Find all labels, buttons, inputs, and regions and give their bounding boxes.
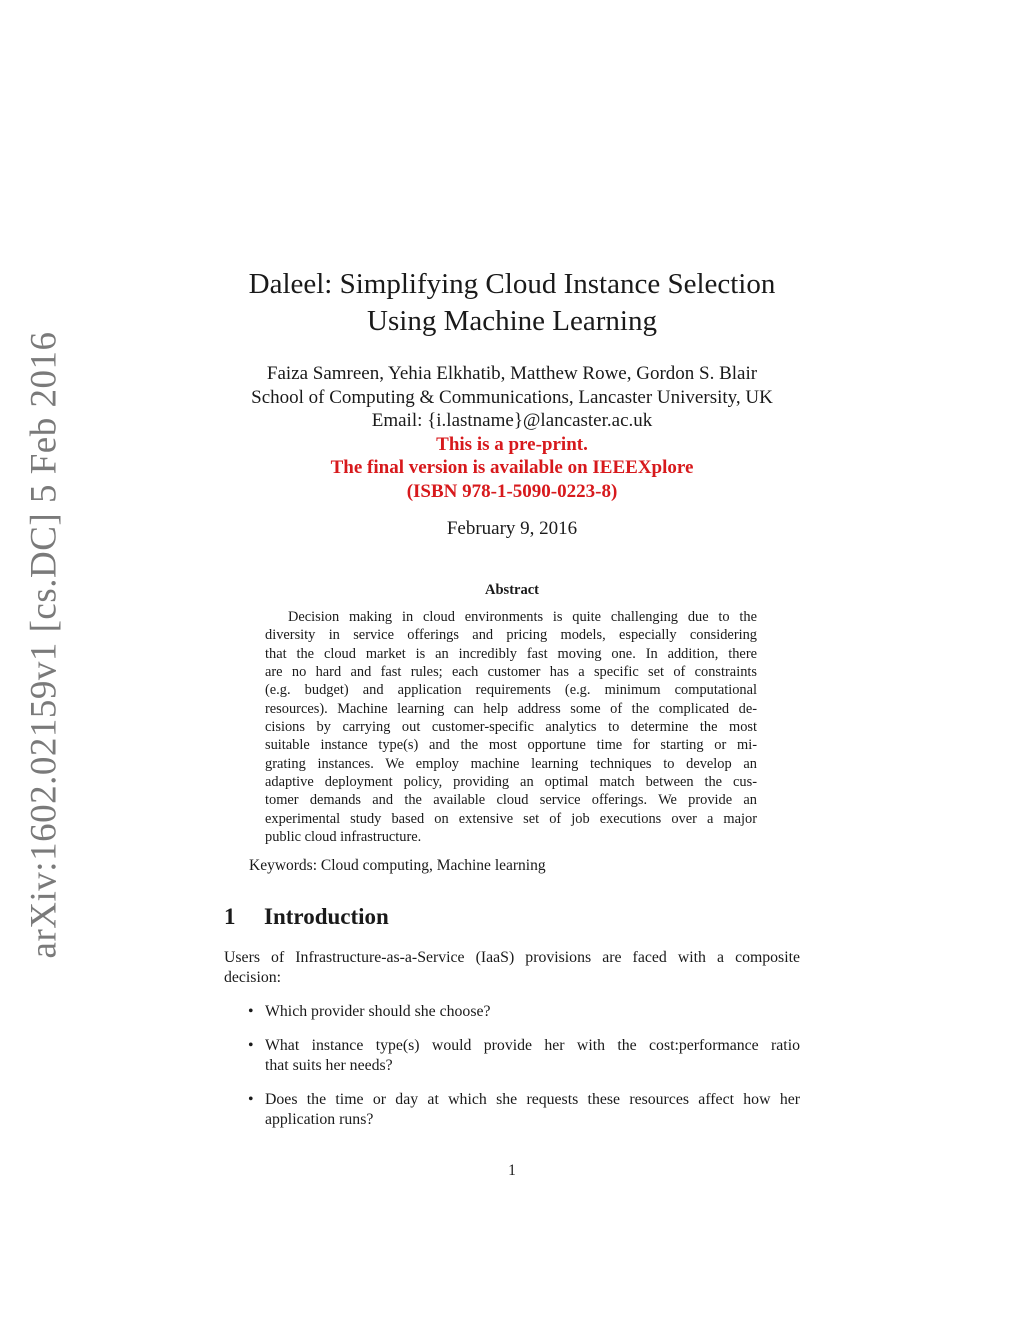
publication-date: February 9, 2016: [446, 518, 578, 539]
abstract-line: diversity in service offerings and pricing models, especially considering: [265, 627, 757, 644]
list-item: [248, 1036, 800, 1076]
list-item-text: that suits her needs?: [265, 1057, 393, 1074]
list-item-text: Does the time or day at which she requests these resources affect how her: [265, 1091, 800, 1108]
list-item-text: application runs?: [265, 1111, 374, 1128]
abstract-line: are no hard and fast rules; each customer has a specific set of constraints: [265, 664, 757, 681]
list-item: [248, 1002, 800, 1022]
list-item-text: Which provider should she choose?: [265, 1003, 491, 1020]
abstract-line: tomer demands and the available cloud service offerings. We provide an: [265, 792, 757, 809]
abstract-heading: Abstract: [485, 582, 539, 598]
question-list: [248, 1002, 800, 1144]
abstract-line: adaptive deployment policy, providing an optimal match between the cus-: [265, 774, 757, 791]
abstract-line: resources). Machine learning can help address some of the complicated de-: [265, 700, 757, 717]
section-heading: [224, 904, 389, 930]
page-number: 1: [508, 1162, 516, 1179]
title-line-2: Using Machine Learning: [367, 305, 657, 337]
email: Email: {i.lastname}@lancaster.ac.uk: [371, 410, 653, 431]
bullet-icon: •: [248, 1003, 254, 1020]
intro-line: Users of Infrastructure-as-a-Service (IaaS) provisions are faced with a composite: [224, 949, 800, 966]
abstract-line: (e.g. budget) and application requirements (e.g. minimum computational: [265, 682, 757, 699]
abstract-line: that the cloud market is an incredibly fast moving one. In addition, there: [265, 645, 757, 662]
author-block: [150, 362, 874, 503]
abstract-line: experimental study based on extensive set of job executions over a major: [265, 810, 757, 827]
final-version-notice: The final version is available on IEEEXplore: [330, 457, 694, 478]
authors: Faiza Samreen, Yehia Elkhatib, Matthew Rowe, Gordon S. Blair: [266, 363, 758, 384]
abstract-line: cisions by carrying out customer-specific analytics to determine the most: [265, 719, 757, 736]
paper-title: [150, 266, 874, 340]
intro-line: decision:: [224, 969, 282, 986]
isbn-notice: (ISBN 978-1-5090-0223-8): [406, 480, 618, 502]
list-item-text: What instance type(s) would provide her with the cost:performance ratio: [265, 1037, 800, 1054]
abstract-line: suitable instance type(s) and the most opportune time for starting or mi-: [265, 737, 757, 754]
abstract-line: public cloud infrastructure.: [265, 829, 422, 846]
bullet-icon: •: [248, 1037, 254, 1054]
preprint-notice: This is a pre-print.: [436, 433, 588, 455]
keywords: Keywords: Cloud computing, Machine learning: [249, 857, 546, 874]
section-title: Introduction: [264, 904, 389, 929]
abstract-body: [265, 608, 757, 846]
bullet-icon: •: [248, 1091, 254, 1108]
intro-paragraph: [224, 948, 800, 988]
list-item: [248, 1090, 800, 1130]
section-number: 1: [224, 904, 236, 929]
title-line-1: Daleel: Simplifying Cloud Instance Selection: [248, 268, 776, 300]
abstract-line: Decision making in cloud environments is quite challenging due to the: [288, 609, 757, 625]
abstract-line: grating instances. We employ machine learning techniques to develop an: [265, 755, 757, 772]
affiliation: School of Computing & Communications, Lancaster University, UK: [251, 386, 773, 408]
arxiv-stamp: arXiv:1602.02159v1 [cs.DC] 5 Feb 2016: [23, 331, 65, 959]
